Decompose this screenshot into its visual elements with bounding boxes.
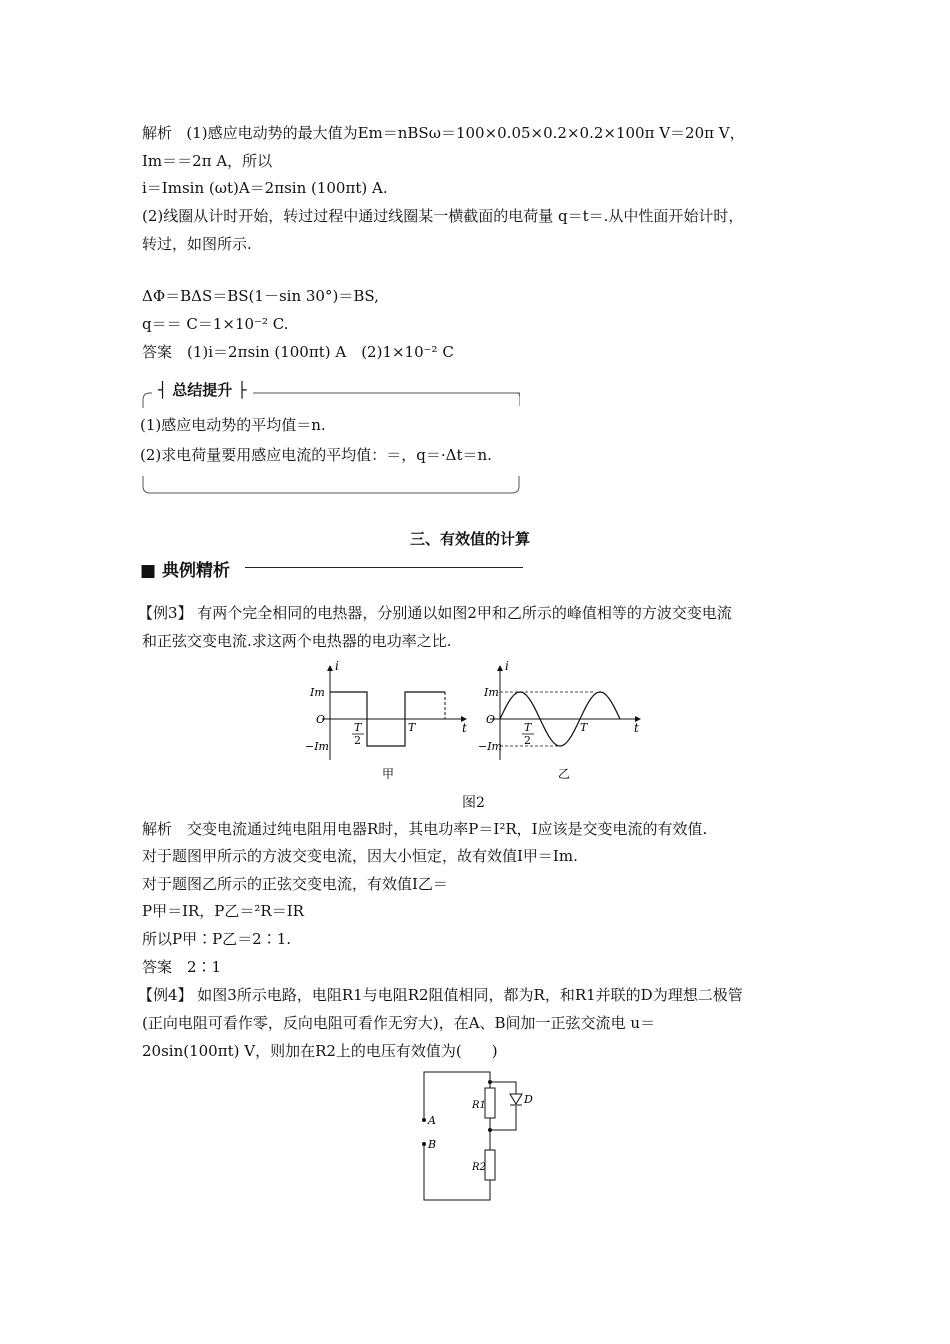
example3-line1: 【例3】 有两个完全相同的电热器，分别通以如图2甲和乙所示的峰值相等的方波交变电流 xyxy=(138,604,732,622)
solution1-answer: 答案 (1)i＝2πsin (100πt) A (2)1×10⁻² C xyxy=(142,343,454,361)
circuit-figure-3 xyxy=(410,1068,560,1208)
fig-right-negIm-label: −Im xyxy=(478,740,502,753)
fig-right-T-label: T xyxy=(580,721,588,734)
fig-left-negIm-label: −Im xyxy=(305,740,329,753)
fig-left-Im-label: Im xyxy=(310,686,325,699)
label-R1: R1 xyxy=(472,1100,486,1111)
label-R2: R2 xyxy=(472,1162,486,1173)
terminal-B xyxy=(422,1142,426,1146)
resistor-R2 xyxy=(485,1150,495,1180)
solution1-line1: 解析 (1)感应电动势的最大值为Em＝nBSω＝100×0.05×0.2×0.2×100π V＝20π V， xyxy=(142,124,745,142)
example4-line3: 20sin(100πt) V，则加在R2上的电压有效值为( ) xyxy=(142,1042,498,1060)
solution1-line7: q＝＝ C＝1×10⁻² C. xyxy=(142,315,289,333)
figure-2-caption: 图2 xyxy=(462,795,485,811)
fig-right-halfT-num: T xyxy=(524,721,532,734)
terminal-A xyxy=(422,1118,426,1122)
example3-line2: 和正弦交变电流.求这两个电热器的电功率之比. xyxy=(142,632,452,650)
example3-answer: 答案 2∶1 xyxy=(142,958,222,976)
fig-label-left: 甲 xyxy=(382,767,395,781)
solution1-line3: i＝Imsin (ωt)A＝2πsin (100πt) A. xyxy=(142,179,388,197)
label-B: B xyxy=(428,1138,437,1151)
example3-sol3: 对于题图乙所示的正弦交变电流，有效值I乙＝ xyxy=(142,875,448,893)
fig-left-i-label: i xyxy=(335,660,339,673)
solution1-line2: Im＝＝2π A，所以 xyxy=(142,152,273,170)
solution1-line6: ΔΦ＝BΔS＝BS(1－sin 30°)＝BS, xyxy=(142,287,379,305)
label-D: D xyxy=(524,1093,533,1106)
summary-box-frame xyxy=(140,390,520,494)
fig-right-i-label: i xyxy=(505,660,509,673)
fig-left-origin: O xyxy=(316,713,326,726)
fig-right-t-label: t xyxy=(634,721,639,735)
fig-left-T-label: T xyxy=(408,721,416,734)
fig-left-t-label: t xyxy=(462,721,467,735)
example3-sol4: P甲＝IR，P乙＝²R＝IR xyxy=(142,902,304,920)
example4-line1: 【例4】 如图3所示电路，电阻R1与电阻R2阻值相同，都为R，和R1并联的D为理想二极管 xyxy=(138,986,743,1004)
example3-sol2: 对于题图甲所示的方波交变电流，因大小恒定，故有效值I甲＝Im. xyxy=(142,847,578,865)
example3-sol1: 解析 交变电流通过纯电阻用电器R时，其电功率P＝I²R，I应该是交变电流的有效值. xyxy=(142,820,708,838)
fig-right-origin: O xyxy=(486,713,496,726)
summary-title: ┤ 总结提升 ├ xyxy=(152,379,253,400)
summary-item-2: (2)求电荷量要用感应电流的平均值：＝，q＝·Δt＝n. xyxy=(140,446,492,464)
example4-line2: (正向电阻可看作零，反向电阻可看作无穷大)，在A、B间加一正弦交流电 u＝ xyxy=(142,1014,655,1032)
summary-item-1: (1)感应电动势的平均值＝n. xyxy=(140,416,326,434)
fig-left-halfT-num: T xyxy=(354,721,362,734)
figure-2 xyxy=(300,660,650,785)
fig-left-halfT-den: 2 xyxy=(354,734,361,747)
resistor-R1 xyxy=(485,1088,495,1118)
solution1-line5: 转过，如图所示. xyxy=(142,235,252,253)
label-A: A xyxy=(428,1114,436,1127)
example3-sol5: 所以P甲∶P乙＝2∶1. xyxy=(142,930,292,948)
fig-label-right: 乙 xyxy=(558,767,571,781)
diode-D xyxy=(510,1094,522,1104)
section-heading: ■ 典例精析 xyxy=(140,561,230,581)
section-title: 三、有效值的计算 xyxy=(410,530,531,548)
fig-right-Im-label: Im xyxy=(484,686,499,699)
section-heading-rule xyxy=(245,567,523,568)
fig-right-halfT-den: 2 xyxy=(524,734,531,747)
solution1-line4: (2)线圈从计时开始，转过过程中通过线圈某一横截面的电荷量 q＝t＝.从中性面开始计时， xyxy=(142,207,744,225)
